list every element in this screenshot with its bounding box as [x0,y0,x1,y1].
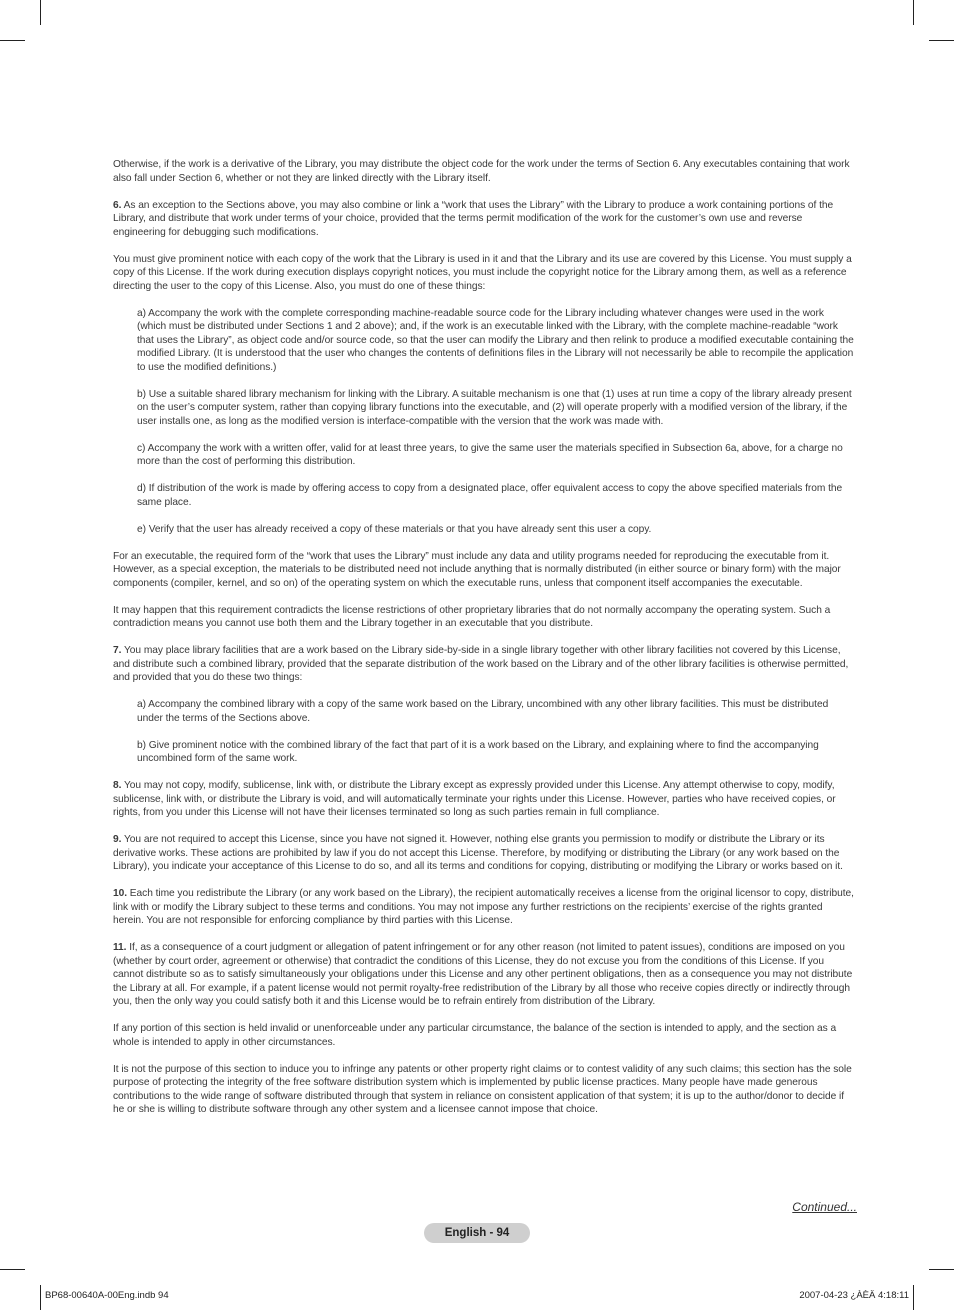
paragraph: You must give prominent notice with each copy of the work that the Library is used in it and that the Library and its use are covered by this License. You must supply a copy of this License. If the work during execution displays copyright notices, you must include the copyright notice for the Library among them, as well as a reference directing the user to the copy of this License. Also, you must do one of these things: [113,253,852,292]
list-item: e) Verify that the user has already received a copy of these materials or that you have already sent this user a copy. [137,523,652,535]
paragraph: Otherwise, if the work is a derivative of the Library, you may distribute the object code for the work under the terms of Section 6. Any executables containing that work also fall under Section 6, whether or not they are linked directly with the Library itself. [113,159,850,184]
paragraph: For an executable, the required form of the “work that uses the Library” must include any data and utility programs needed for reproducing the executable from it. However, as a special exception, the materials to be distributed need not include anything that is normally distributed (in either source or binary form) with the major components (compiler, kernel, and so on) of the operating system on which the executable runs, unless that component itself accompanies the executable. [113,550,841,589]
paragraph: 7. You may place library facilities that are a work based on the Library side-by-side in a single library together with other library facilities not covered by this License, and distribute such a combined library, provided that the separate distribution of the work based on the Library and of the other library facilities is otherwise permitted, and provided that you do these two things: [113,645,849,683]
crop-mark [929,40,954,41]
paragraph: If any portion of this section is held invalid or unenforceable under any particular circumstance, the balance of the section is intended to apply, and the section as a whole is intended to apply in other circumstances. [113,1023,837,1048]
section-number: 7. [113,645,122,656]
section-number: 8. [113,780,122,791]
section-number: 11. [113,942,127,953]
paragraph: It is not the purpose of this section to induce you to infringe any patents or other property right claims or to contest validity of any such claims; this section has the sole purpose of protecting the integrity of the free software distribution system which is implemented by public license practices. Many people have made generous contributions to the wide range of software distributed through that system in reliance on consistent application of that system; it is up to the author/donor to decide if he or she is willing to distribute software through any other system and a licensee cannot impose that choice. [113,1063,852,1115]
section-number: 10. [113,888,128,899]
paragraph: 10. Each time you redistribute the Library (or any work based on the Library), the recipient automatically receives a license from the original licensor to copy, distribute, link with or modify the Library subject to these terms and conditions. You may not impose any further restrictions on the recipients’ exercise of the rights granted herein. You are not responsible for enforcing compliance by third parties with this License. [113,888,854,926]
list-item: b) Use a suitable shared library mechanism for linking with the Library. A suitable mechanism is one that (1) uses at run time a copy of the library already present on the user’s computer system, rather than copying library functions into the executable, and (2) will operate properly with a modified version of the library, if the user installs one, as long as the modified version is interface-compatible with the version that the work was made with. [137,388,852,427]
paragraph: 11. If, as a consequence of a court judgment or allegation of patent infringement or for any other reason (not limited to patent issues), conditions are imposed on you (whether by court order, agreement or otherwise) that contradict the conditions of this License, they do not excuse you from the conditions of this License. If you cannot distribute so as to satisfy simultaneously your obligations under this License and any other pertinent obligations, then as a consequence you may not distribute the Library at all. For example, if a patent license would not permit royalty-free redistribution of the Library by all those who receive copies directly or indirectly through you, then the only way you could satisfy both it and this License would be to refrain entirely from distribution of the Library. [113,942,853,1007]
continued-link[interactable]: Continued... [792,1200,857,1214]
section-number: 9. [113,834,122,845]
crop-mark [40,0,41,25]
section-number: 6. [113,199,122,211]
list-item: a) Accompany the combined library with a copy of the same work based on the Library, uncombined with any other library facilities. This must be distributed under the terms of the Sections above. [137,699,829,724]
crop-mark [0,40,25,41]
crop-mark [0,1269,25,1270]
list-item: c) Accompany the work with a written offer, valid for at least three years, to give the same user the materials specified in Subsection 6a, above, for a charge no more than the cost of performing this distribution. [137,442,843,467]
crop-mark [913,1285,914,1310]
list-item: d) If distribution of the work is made by offering access to copy from a designated place, offer equivalent access to copy the above specified materials from the same place. [137,483,843,508]
paragraph: 8. You may not copy, modify, sublicense, link with, or distribute the Library except as expressly provided under this License. Any attempt otherwise to copy, modify, sublicense, link with, or distribute the Library is void, and will automatically terminate your rights under this License. However, parties who have received copies, or rights, from you under this License will not have their licenses terminated so long as such parties remain in full compliance. [113,780,836,818]
crop-mark [40,1285,41,1310]
crop-mark [913,0,914,25]
paragraph: It may happen that this requirement contradicts the license restrictions of other proprietary libraries that do not normally accompany the operating system. Such a contradiction means you cannot use both them and the Library together in an executable that you distribute. [113,604,831,629]
paragraph: 6. As an exception to the Sections above, you may also combine or link a “work that uses the Library” with the Library to produce a work containing portions of the Library, and distribute that work under terms of your choice, provided that the terms permit modification of the work for the customer’s own use and reverse engineering for debugging such modifications. [113,199,834,238]
paragraph: 9. You are not required to accept this License, since you have not signed it. However, nothing else grants you permission to modify or distribute the Library or its derivative works. These actions are prohibited by law if you do not accept this License. Therefore, by modifying or distributing the Library (or any work based on the Library), you indicate your acceptance of this License to do so, and all its terms and conditions for copying, distributing or modifying the Library or works based on it. [113,834,843,872]
print-slug-left: BP68-00640A-00Eng.indb 94 [45,1290,169,1301]
license-text [113,158,855,1130]
crop-mark [929,1269,954,1270]
list-item: b) Give prominent notice with the combined library of the fact that part of it is a work based on the Library, and explaining where to find the accompanying uncombined form of the same work. [137,739,819,764]
page-number-badge: English - 94 [424,1223,530,1243]
print-slug-right: 2007-04-23 ¿ÀÈÄ 4:18:11 [799,1290,909,1301]
list-item: a) Accompany the work with the complete corresponding machine-readable source code for the Library including whatever changes were used in the work (which must be distributed under Sections 1 and 2 above); and, if the work is an executable linked with the Library, with the complete machine-readable “work that uses the Library”, as object code and/or source code, so that the user can modify the Library and then relink to produce a modified executable containing the modified Library. (It is understood that the user who changes the contents of definitions files in the Library will not necessarily be able to recompile the application to use the modified definitions.) [137,307,854,373]
